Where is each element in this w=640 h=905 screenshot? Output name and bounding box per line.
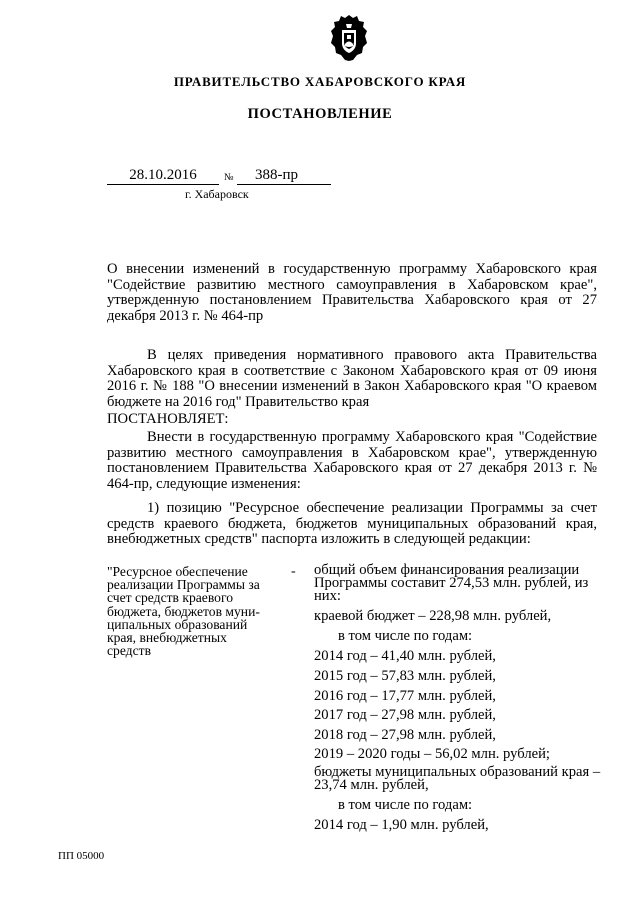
by-years-label: в том числе по годам: (338, 797, 473, 813)
resolves-heading: ПОСТАНОВЛЯЕТ: (107, 411, 229, 427)
position-line: "Ресурсное обеспечение (107, 564, 248, 579)
organization-name: ПРАВИТЕЛЬСТВО ХАБАРОВСКОГО КРАЯ (173, 74, 467, 89)
year-amount-row: 2016 год – 17,77 млн. рублей, (314, 688, 496, 704)
total-funding-line: Программы составит 274,53 млн. рублей, из (314, 575, 589, 591)
position-line: бюджета, бюджетов муни- (107, 603, 260, 619)
position-line: ципальных образований (107, 616, 248, 632)
document-subject: О внесении изменений в государственную программу Хабаровского края "Содействие развитию местного самоуправления в Хабаровском крае", утвержденную постановлением Правительства Хабаровского края от 27 декабря 2013 г. № 464-пр (107, 261, 597, 324)
preamble-paragraph: В целях приведения нормативного правового акта Правительства Хабаровского края в соответствие с Законом Хабаровского края от 09 июня 2016 г. № 188 "О внесении изменений в Закон Хабаровского края "О краевом бюджете на 2016 год" Правительство края (107, 347, 597, 410)
document-type: ПОСТАНОВЛЕНИЕ (247, 106, 393, 122)
item-1-paragraph: 1) позицию "Ресурсное обеспечение реализации Программы за счет средств краевого бюджета, бюджетов муниципальных образований края, внебюджетных средств" паспорта изложить в следующей редакции: (107, 500, 597, 547)
total-funding-line: них: (314, 588, 341, 604)
year-amount-row: 2014 год – 1,90 млн. рублей, (314, 817, 489, 833)
item-intro-paragraph: Внести в государственную программу Хабаровского края "Содействие развитию местного самоуправления в Хабаровском крае", утвержденную постановлением Правительства Хабаровского края от 27 декабря 2013 г. № 464-пр, следующие изменения: (107, 429, 597, 492)
municipal-budget-total: бюджеты муниципальных образований края – (314, 764, 601, 780)
regional-budget-total: краевой бюджет – 228,98 млн. рублей, (314, 608, 552, 624)
by-years-label: в том числе по годам: (338, 628, 473, 644)
total-funding-line: общий объем финансирования реализации (314, 562, 580, 578)
year-amount-row: 2018 год – 27,98 млн. рублей, (314, 727, 496, 743)
passport-position-name (107, 565, 285, 657)
year-amount-row: 2017 год – 27,98 млн. рублей, (314, 707, 496, 723)
document-date: 28.10.2016 (107, 167, 219, 185)
city-name: г. Хабаровск (185, 187, 249, 201)
position-line: средств (107, 643, 151, 659)
year-amount-row: 2014 год – 41,40 млн. рублей, (314, 648, 496, 664)
municipal-budget-total: 23,74 млн. рублей, (314, 777, 429, 793)
separator-dash: - (291, 564, 296, 579)
number-sign: № (224, 172, 234, 183)
document-number: 388-пр (237, 167, 331, 185)
position-line: счет средств краевого (107, 590, 233, 606)
footer-code: ПП 05000 (58, 850, 105, 862)
coat-of-arms-emblem (329, 13, 369, 63)
year-amount-row: 2015 год – 57,83 млн. рублей, (314, 668, 496, 684)
year-amount-row: 2019 – 2020 годы – 56,02 млн. рублей; (314, 746, 550, 762)
position-line: края, внебюджетных (107, 630, 227, 646)
position-line: реализации Программы за (107, 577, 260, 593)
